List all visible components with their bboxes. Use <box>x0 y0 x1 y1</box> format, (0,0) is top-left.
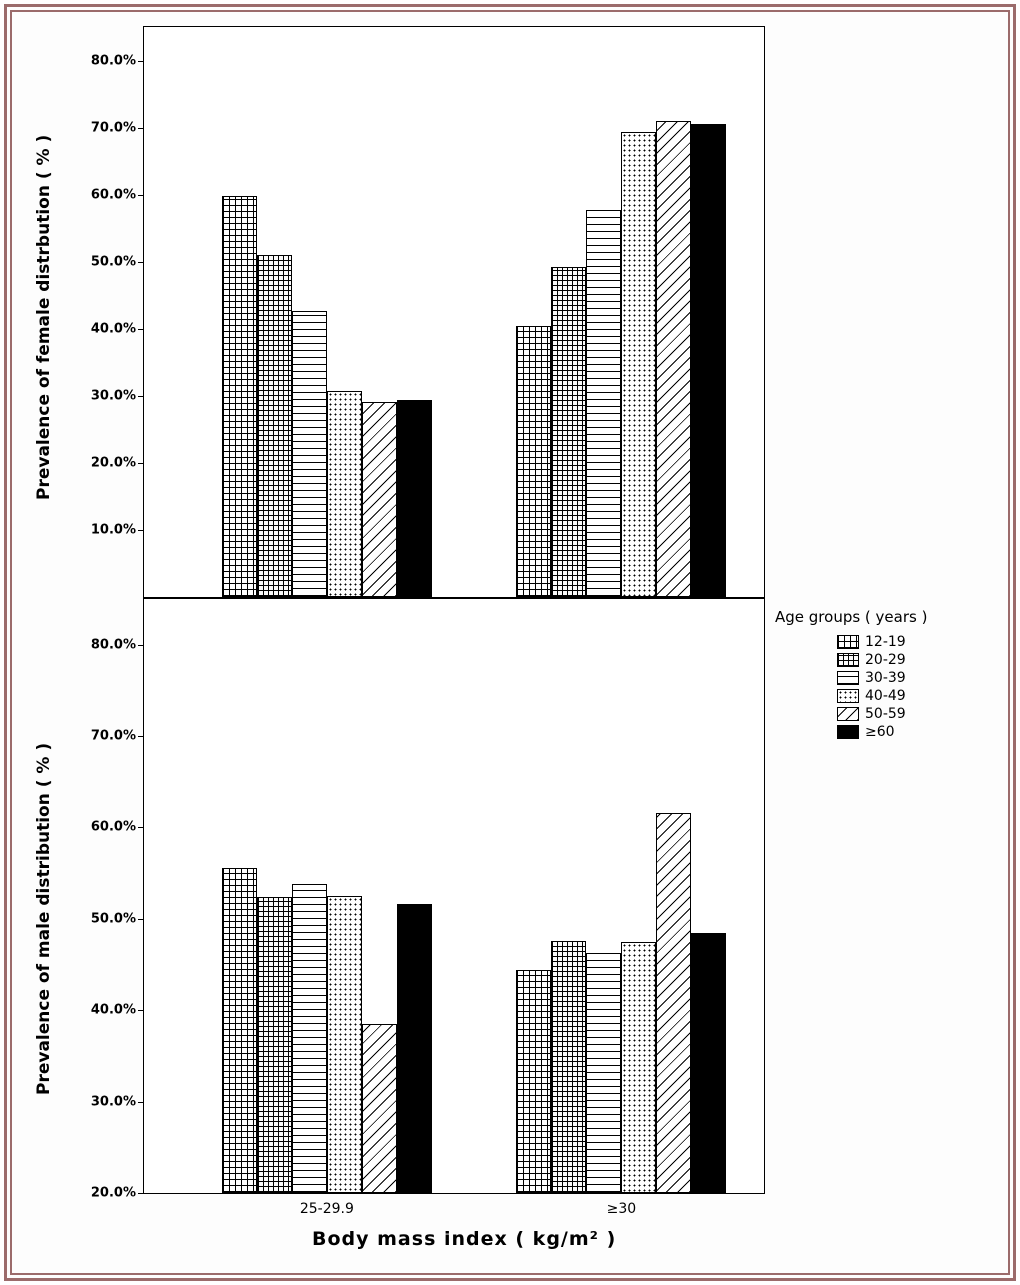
y-axis-tick-label: 20.0% <box>90 455 136 471</box>
y-axis-tick-mark <box>138 61 144 62</box>
y-axis-tick-mark <box>138 645 144 646</box>
bar <box>257 255 292 597</box>
legend-title: Age groups ( years ) <box>775 608 928 626</box>
bar <box>586 953 621 1193</box>
y-axis-tick-label: 30.0% <box>90 388 136 404</box>
y-axis-tick-mark <box>138 329 144 330</box>
bar <box>327 391 362 597</box>
y-axis-tick-mark <box>138 195 144 196</box>
legend-item-label: 30-39 <box>865 670 906 686</box>
y-axis-tick-label: 30.0% <box>90 1094 136 1110</box>
y-axis-tick-label: 60.0% <box>90 187 136 203</box>
bar <box>691 124 726 597</box>
bar <box>656 121 691 597</box>
legend-swatch-icon <box>837 689 859 703</box>
y-axis-tick-label: 40.0% <box>90 1002 136 1018</box>
legend-item <box>775 724 1005 740</box>
legend-swatch-icon <box>837 653 859 667</box>
legend-item-label: ≥60 <box>865 724 895 740</box>
y-axis-tick-mark <box>138 463 144 464</box>
legend-item-label: 20-29 <box>865 652 906 668</box>
bar <box>621 942 656 1193</box>
y-axis-tick-label: 50.0% <box>90 911 136 927</box>
y-axis-tick-mark <box>138 128 144 129</box>
legend-item-label: 12-19 <box>865 634 906 650</box>
y-axis-tick-mark <box>138 1193 144 1194</box>
y-axis-tick-label: 80.0% <box>90 637 136 653</box>
bar <box>397 400 432 597</box>
y-axis-tick-mark <box>138 919 144 920</box>
y-axis-tick-mark <box>138 827 144 828</box>
bar <box>362 1024 397 1193</box>
y-axis-tick-label: 60.0% <box>90 819 136 835</box>
male-y-axis-label: Prevalence of male distribution ( % ) <box>34 742 54 1095</box>
legend-swatch-icon <box>837 671 859 685</box>
female-plot-area <box>90 27 764 597</box>
y-axis-tick-label: 50.0% <box>90 254 136 270</box>
legend-swatch-icon <box>837 635 859 649</box>
legend-item <box>775 706 1005 722</box>
legend-item <box>775 688 1005 704</box>
female-y-axis-label: Prevalence of female distrbution ( % ) <box>34 134 54 500</box>
y-axis-tick-mark <box>138 1102 144 1103</box>
y-axis-tick-label: 20.0% <box>90 1185 136 1201</box>
legend-swatch-icon <box>837 725 859 739</box>
bar <box>292 311 327 597</box>
y-axis-tick-mark <box>138 396 144 397</box>
y-axis-tick-mark <box>138 262 144 263</box>
bar <box>362 402 397 597</box>
y-axis-tick-mark <box>138 530 144 531</box>
bar <box>397 904 432 1193</box>
y-axis-tick-mark <box>138 1010 144 1011</box>
y-axis-tick-mark <box>138 736 144 737</box>
male-chart-panel <box>90 598 765 1217</box>
x-axis-label: Body mass index ( kg/m² ) <box>312 1228 617 1250</box>
y-axis-tick-label: 10.0% <box>90 522 136 538</box>
female-chart-panel <box>90 26 765 598</box>
legend-item <box>775 634 1005 650</box>
male-plot-area <box>90 599 764 1217</box>
bar <box>222 196 257 597</box>
bar <box>621 132 656 597</box>
bar <box>222 868 257 1193</box>
legend <box>775 608 1005 742</box>
legend-item <box>775 670 1005 686</box>
x-axis-tick-label: 25-29.9 <box>299 1201 354 1217</box>
legend-items <box>775 634 1005 740</box>
x-axis-tick-label: ≥30 <box>606 1201 637 1217</box>
bar <box>691 933 726 1193</box>
bar <box>516 326 551 597</box>
y-axis-tick-label: 70.0% <box>90 728 136 744</box>
y-axis-tick-label: 40.0% <box>90 321 136 337</box>
y-axis-tick-label: 70.0% <box>90 120 136 136</box>
bar <box>257 897 292 1193</box>
bar <box>586 210 621 597</box>
bar <box>292 884 327 1193</box>
legend-swatch-icon <box>837 707 859 721</box>
bar <box>656 813 691 1193</box>
legend-item-label: 40-49 <box>865 688 906 704</box>
bar <box>516 970 551 1193</box>
bar <box>551 267 586 597</box>
bar <box>551 941 586 1193</box>
legend-item-label: 50-59 <box>865 706 906 722</box>
bar <box>327 896 362 1193</box>
legend-item <box>775 652 1005 668</box>
y-axis-tick-label: 80.0% <box>90 53 136 69</box>
